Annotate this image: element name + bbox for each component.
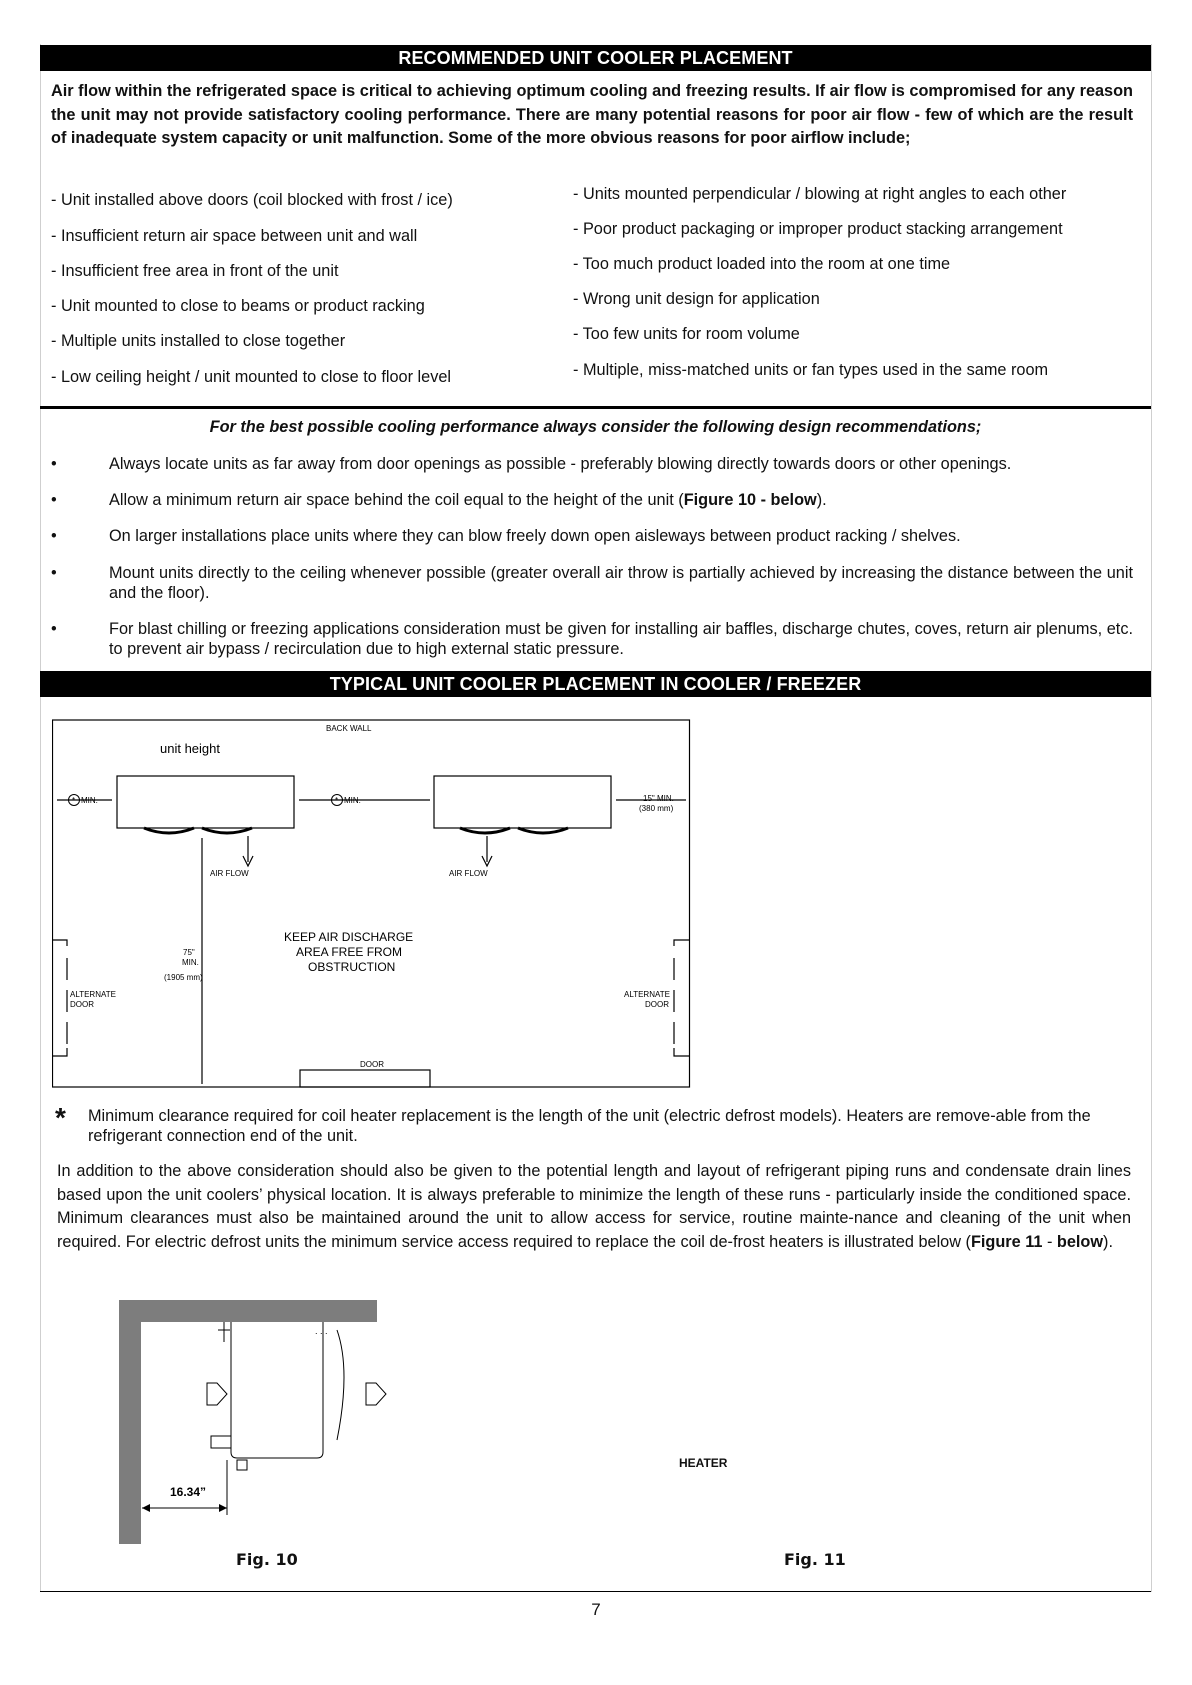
list-item: - Multiple units installed to close together — [51, 332, 346, 350]
svg-text:AIR FLOW: AIR FLOW — [449, 869, 488, 878]
svg-text:MIN.: MIN. — [344, 796, 361, 805]
svg-text:15" MIN.: 15" MIN. — [643, 794, 674, 803]
bullet-icon: • — [51, 455, 57, 473]
svg-text:75": 75" — [183, 948, 195, 957]
svg-text:ALTERNATE: ALTERNATE — [70, 990, 116, 999]
footer-rule — [40, 1591, 1151, 1592]
list-item: - Insufficient return air space between unit and wall — [51, 227, 418, 245]
bullet-icon: • — [51, 491, 57, 509]
svg-text:AREA FREE FROM: AREA FREE FROM — [296, 945, 403, 959]
svg-text:*: * — [72, 796, 76, 805]
section-title-placement: RECOMMENDED UNIT COOLER PLACEMENT — [40, 45, 1151, 71]
svg-text:DOOR: DOOR — [645, 1000, 669, 1009]
svg-text:OBSTRUCTION: OBSTRUCTION — [308, 960, 396, 974]
svg-text:(1905 mm): (1905 mm) — [164, 973, 203, 982]
svg-text:. . .: . . . — [315, 1326, 328, 1336]
fig10-dimension-label: 16.34” — [170, 1485, 207, 1499]
intro-paragraph: Air flow within the refrigerated space is critical to achieving optimum cooling and freezing results. If air flow is compromised for any reason the unit may not provide satisfactory cooling performance. There are many potential reasons for poor air flow - few of which are the result of inadequate system capacity or unit malfunction. Some of the more obvious reasons for poor airflow include; — [51, 82, 1133, 147]
bullet-icon: • — [51, 527, 57, 545]
unit-height-label: unit height — [160, 741, 220, 756]
list-item: - Unit mounted to close to beams or product racking — [51, 297, 425, 315]
list-item: - Multiple, miss-matched units or fan types used in the same room — [573, 361, 1049, 379]
figure-reference: Figure 10 - below — [683, 491, 817, 509]
heater-label: HEATER — [679, 1456, 728, 1470]
bullet-icon: • — [51, 564, 57, 582]
list-item: - Too much product loaded into the room at one time — [573, 255, 951, 273]
bullet-icon: • — [51, 620, 57, 638]
svg-text:*: * — [335, 796, 339, 805]
list-item: - Insufficient free area in front of the unit — [51, 262, 339, 280]
section-divider — [40, 406, 1151, 409]
back-wall-label: BACK WALL — [326, 724, 372, 733]
list-item: - Too few units for room volume — [573, 325, 800, 343]
fig-10-caption: Fig. 10 — [236, 1550, 298, 1569]
unit-cooler-2 — [434, 776, 611, 828]
svg-text:(380 mm): (380 mm) — [639, 804, 674, 813]
svg-text:MIN.: MIN. — [182, 958, 199, 967]
figure-10-diagram — [117, 1300, 387, 1548]
fig-11-caption: Fig. 11 — [784, 1550, 846, 1569]
svg-text:DOOR: DOOR — [70, 1000, 94, 1009]
list-item: - Unit installed above doors (coil blocked with frost / ice) — [51, 191, 453, 209]
svg-text:MIN.: MIN. — [81, 796, 98, 805]
additional-considerations-paragraph: In addition to the above consideration should also be given to the potential length and layout of refrigerant piping runs and condensate drain lines based upon the unit coolers’ physical location. It is always preferable to minimize the length of these runs - particularly inside the conditioned space. Minimum clearances must also be maintained around the unit to allow access for service, routine mainte-nance and cleaning of the unit when required. For electric defrost units the minimum service access required to replace the coil de-frost heaters is illustrated below (Figure 11 - below). — [57, 1162, 1131, 1251]
section-title-typical: TYPICAL UNIT COOLER PLACEMENT IN COOLER / FREEZER — [40, 671, 1151, 697]
list-item: - Units mounted perpendicular / blowing at right angles to each other — [573, 185, 1067, 203]
svg-text:KEEP AIR DISCHARGE: KEEP AIR DISCHARGE — [284, 930, 414, 944]
room-layout-diagram — [52, 718, 692, 1090]
asterisk-icon: * — [55, 1102, 66, 1133]
room-outline — [53, 720, 690, 1087]
list-item: - Low ceiling height / unit mounted to close to floor level — [51, 368, 452, 386]
recommendations-heading: For the best possible cooling performance always consider the following design recommendations; — [209, 418, 982, 436]
svg-text:DOOR: DOOR — [360, 1060, 384, 1069]
svg-text:AIR FLOW: AIR FLOW — [210, 869, 249, 878]
list-item: - Wrong unit design for application — [573, 290, 820, 308]
page-number: 7 — [591, 1600, 601, 1619]
unit-cooler-1 — [117, 776, 294, 828]
svg-text:ALTERNATE: ALTERNATE — [624, 990, 670, 999]
list-item: - Poor product packaging or improper product stacking arrangement — [573, 220, 1063, 238]
